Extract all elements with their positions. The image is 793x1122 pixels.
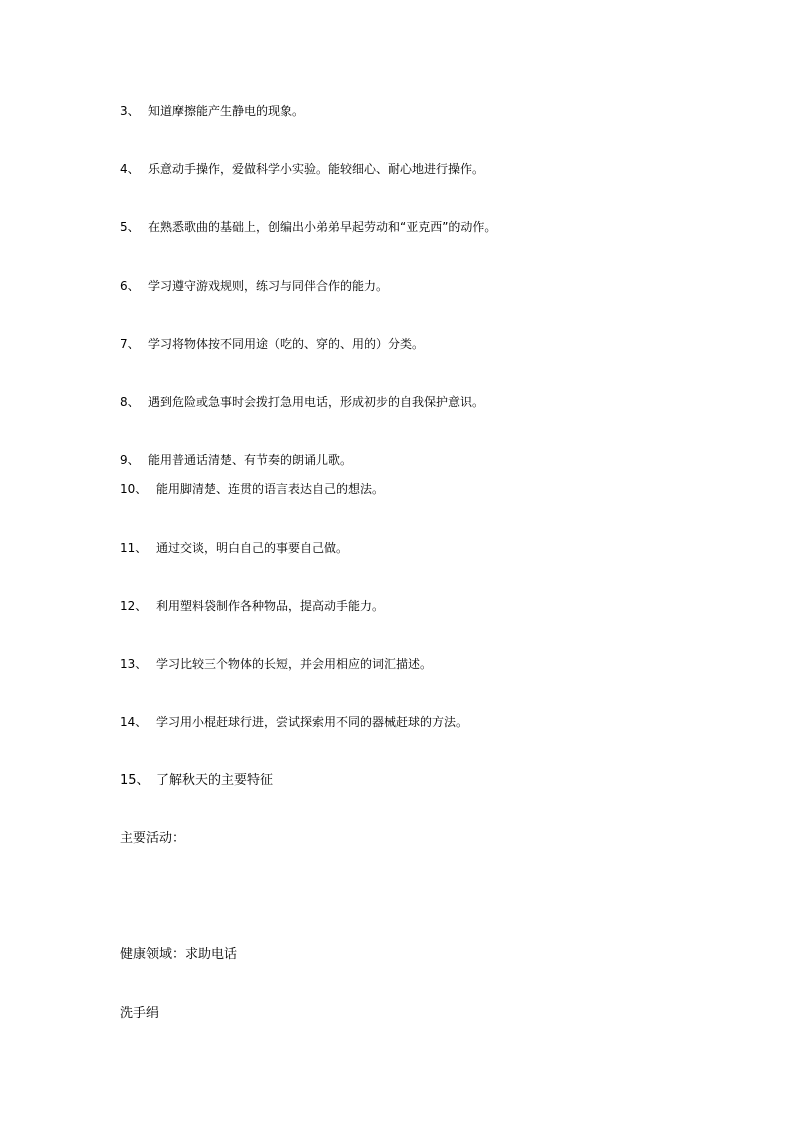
item-number: 8、	[120, 395, 140, 409]
list-item	[120, 336, 424, 352]
item-text: 知道摩擦能产生静电的现象。	[148, 104, 305, 118]
item-number: 11、	[120, 541, 148, 555]
item-text: 利用塑料袋制作各种物品，提高动手能力。	[156, 599, 385, 613]
list-item	[120, 481, 384, 497]
item-number: 7、	[120, 337, 140, 351]
item-number: 14、	[120, 715, 148, 729]
list-item	[120, 219, 496, 235]
item-text: 学习遵守游戏规则，练习与同伴合作的能力。	[148, 279, 389, 293]
list-item	[120, 452, 352, 468]
item-text: 学习将物体按不同用途（吃的、穿的、用的）分类。	[148, 337, 425, 351]
item-text: 能用脚清楚、连贯的语言表达自己的想法。	[156, 482, 385, 496]
item-text: 了解秋天的主要特征	[156, 773, 274, 788]
item-text: 遇到危险或急事时会拨打急用电话，形成初步的自我保护意识。	[148, 395, 485, 409]
item-number: 12、	[120, 599, 148, 613]
list-item	[120, 772, 273, 790]
list-item	[120, 394, 484, 410]
item-text: 通过交谈，明白自己的事要自己做。	[156, 541, 349, 555]
list-item	[120, 656, 432, 672]
item-text: 在熟悉歌曲的基础上，创编出小弟弟早起劳动和“亚克西”的动作。	[148, 220, 497, 234]
section-heading: 主要活动：	[120, 831, 186, 846]
item-text: 学习比较三个物体的长短，并会用相应的词汇描述。	[156, 657, 433, 671]
list-item	[120, 540, 348, 556]
list-item	[120, 161, 484, 177]
item-number: 6、	[120, 279, 140, 293]
item-number: 4、	[120, 162, 140, 176]
list-item	[120, 278, 388, 294]
activity-title: 洗手绢	[120, 1006, 160, 1021]
item-text: 能用普通话清楚、有节奏的朗诵儿歌。	[148, 453, 353, 467]
item-number: 9、	[120, 453, 140, 467]
item-number: 5、	[120, 220, 140, 234]
list-item	[120, 714, 468, 730]
activity-title-health: 健康领域：求助电话	[120, 947, 238, 962]
item-number: 3、	[120, 104, 140, 118]
item-number: 15、	[120, 773, 150, 788]
item-text: 学习用小棍赶球行进，尝试探索用不同的器械赶球的方法。	[156, 715, 469, 729]
item-number: 13、	[120, 657, 148, 671]
item-number: 10、	[120, 482, 148, 496]
item-text: 乐意动手操作，爱做科学小实验。能较细心、耐心地进行操作。	[148, 162, 485, 176]
list-item	[120, 103, 304, 119]
list-item	[120, 598, 384, 614]
